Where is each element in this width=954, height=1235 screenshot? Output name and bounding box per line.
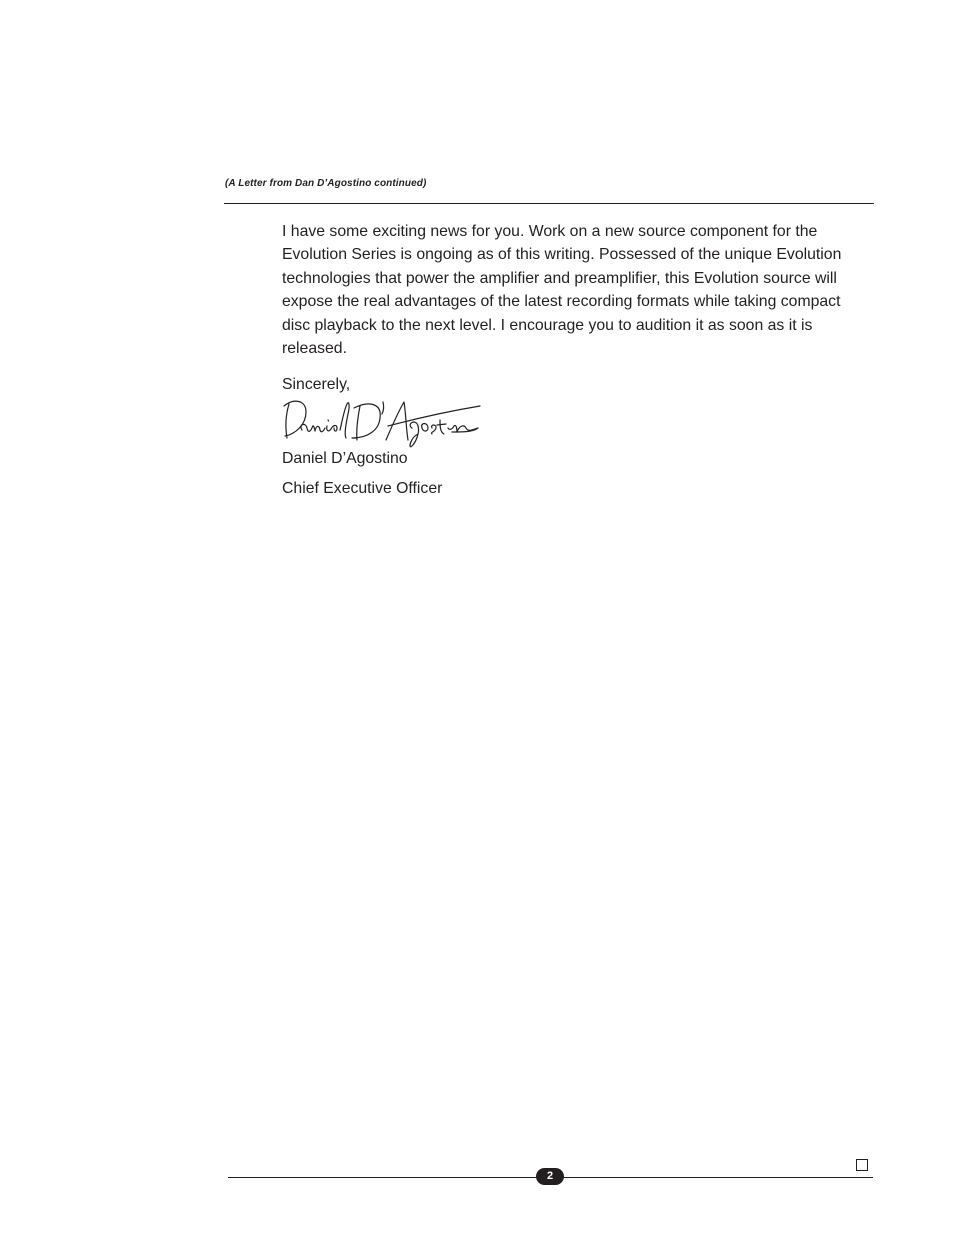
page-number-badge: 2 xyxy=(536,1168,564,1185)
corner-checkbox xyxy=(856,1159,868,1171)
closing-salutation: Sincerely, xyxy=(282,376,351,393)
signer-name: Daniel D’Agostino xyxy=(282,450,408,467)
signature-image xyxy=(280,392,484,450)
body-paragraph: I have some exciting news for you. Work on a new source component for the Evolution Series is ongoing as of this writing. Possessed of the unique Evolution technologies that power the amplifier and preamplifier, this Evolution source will expose the real advantages of the latest recording formats while taking compact disc playback to the next level. I encourage you to audition it as soon as it is released. xyxy=(282,223,842,358)
letter-body xyxy=(282,220,862,360)
header-rule xyxy=(224,203,874,204)
running-head: (A Letter from Dan D’Agostino continued) xyxy=(225,178,427,189)
signer-title: Chief Executive Officer xyxy=(282,480,443,497)
